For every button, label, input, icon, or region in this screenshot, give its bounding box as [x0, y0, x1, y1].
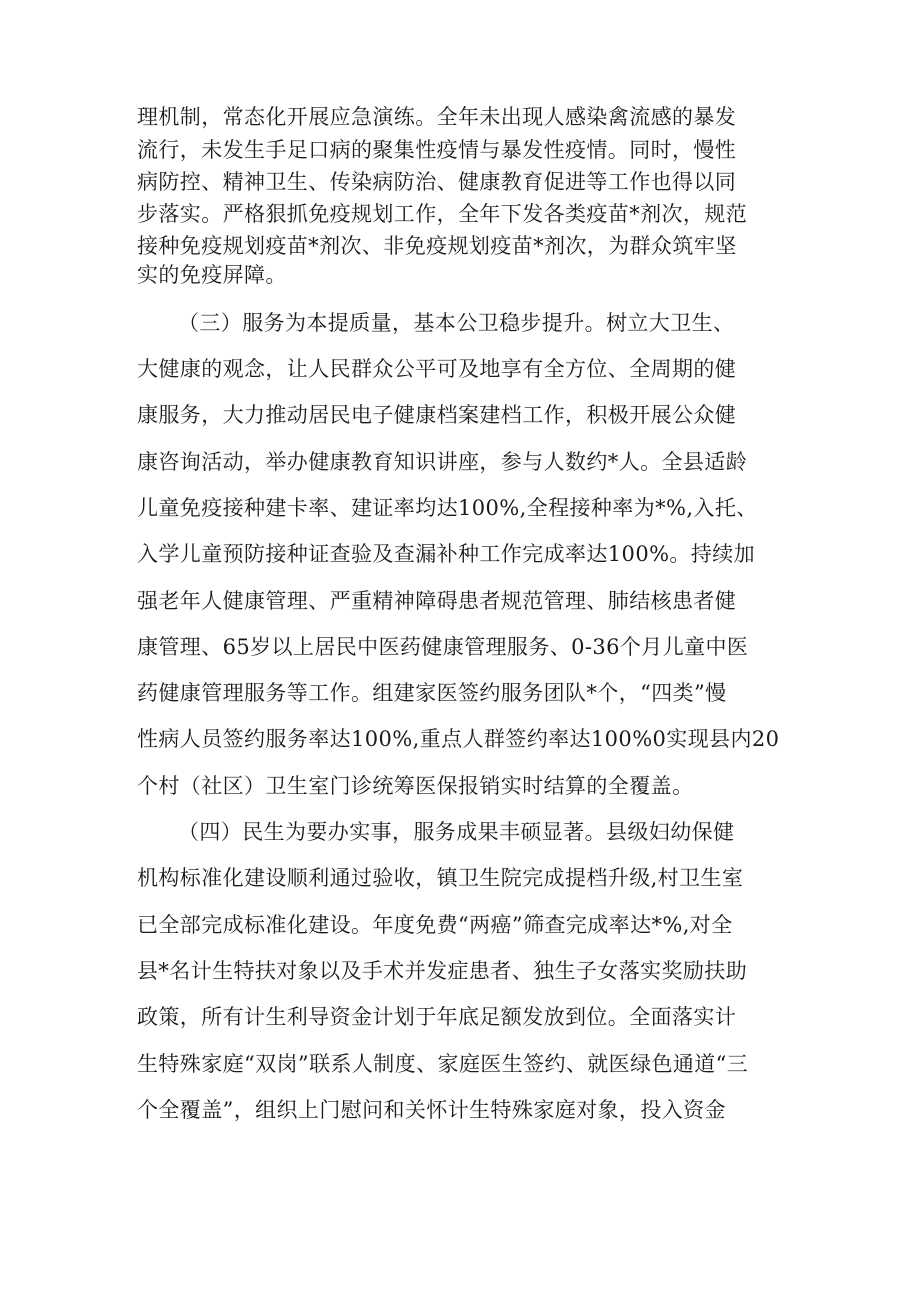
text-line: 病防控、精神卫生、传染病防治、健康教育促进等工作也得以同 — [137, 170, 737, 194]
section-heading-paragraph-start: （四）民生为要办实事，服务成果丰硕显著。县级妇幼保健 — [178, 820, 735, 844]
text-line: 机构标准化建设顺利通过验收，镇卫生院完成提档升级,村卫生室 — [137, 866, 744, 890]
text-line: 康咨询活动，举办健康教育知识讲座，参与人数约*人。全县适龄 — [137, 450, 748, 474]
text-line: 个全覆盖”，组织上门慰问和关怀计生特殊家庭对象，投入资金 — [137, 1098, 726, 1122]
text-line: 县*名计生特扶对象以及手术并发症患者、独生子女落实奖励扶助 — [137, 959, 748, 983]
text-line: 大健康的观念，让人民群众公平可及地享有全方位、全周期的健 — [137, 357, 737, 381]
text-line: 步落实。严格狠抓免疫规划工作，全年下发各类疫苗*剂次，规范 — [137, 202, 748, 226]
text-line: 康管理、65岁以上居民中医药健康管理服务、0-36个月儿童中医 — [137, 635, 749, 659]
text-line: 接种免疫规划疫苗*剂次、非免疫规划疫苗*剂次，为群众筑牢坚 — [137, 234, 737, 258]
text-line: 儿童免疫接种建卡率、建证率均达100%,全程接种率为*%,入托、 — [137, 496, 758, 520]
text-line: 强老年人健康管理、严重精神障碍患者规范管理、肺结核患者健 — [137, 589, 737, 613]
text-line: 性病人员签约服务率达100%,重点人群签约率达100%0实现县内20 — [137, 727, 780, 751]
text-line: 流行，未发生手足口病的聚集性疫情与暴发性疫情。同时，慢性 — [137, 138, 737, 162]
text-line: 入学儿童预防接种证查验及查漏补种工作完成率达100%。持续加 — [137, 542, 756, 566]
text-line: 生特殊家庭“双岗”联系人制度、家庭医生签约、就医绿色通道“三 — [137, 1052, 749, 1076]
text-line: 个村（社区）卫生室门诊统筹医保报销实时结算的全覆盖。 — [137, 774, 694, 798]
section-heading-paragraph-start: （三）服务为本提质量，基本公卫稳步提升。树立大卫生、 — [178, 311, 735, 335]
text-line: 康服务，大力推动居民电子健康档案建档工作，积极开展公众健 — [137, 403, 737, 427]
text-line: 实的免疫屏障。 — [137, 263, 287, 287]
text-line: 已全部完成标准化建设。年度免费“两癌”筛查完成率达*%,对全 — [137, 913, 733, 937]
text-line: 药健康管理服务等工作。组建家医签约服务团队*个，“四类”慢 — [137, 681, 727, 705]
text-line: 政策，所有计生利导资金计划于年底足额发放到位。全面落实计 — [137, 1005, 737, 1029]
text-line: 理机制，常态化开展应急演练。全年未出现人感染禽流感的暴发 — [137, 105, 737, 129]
